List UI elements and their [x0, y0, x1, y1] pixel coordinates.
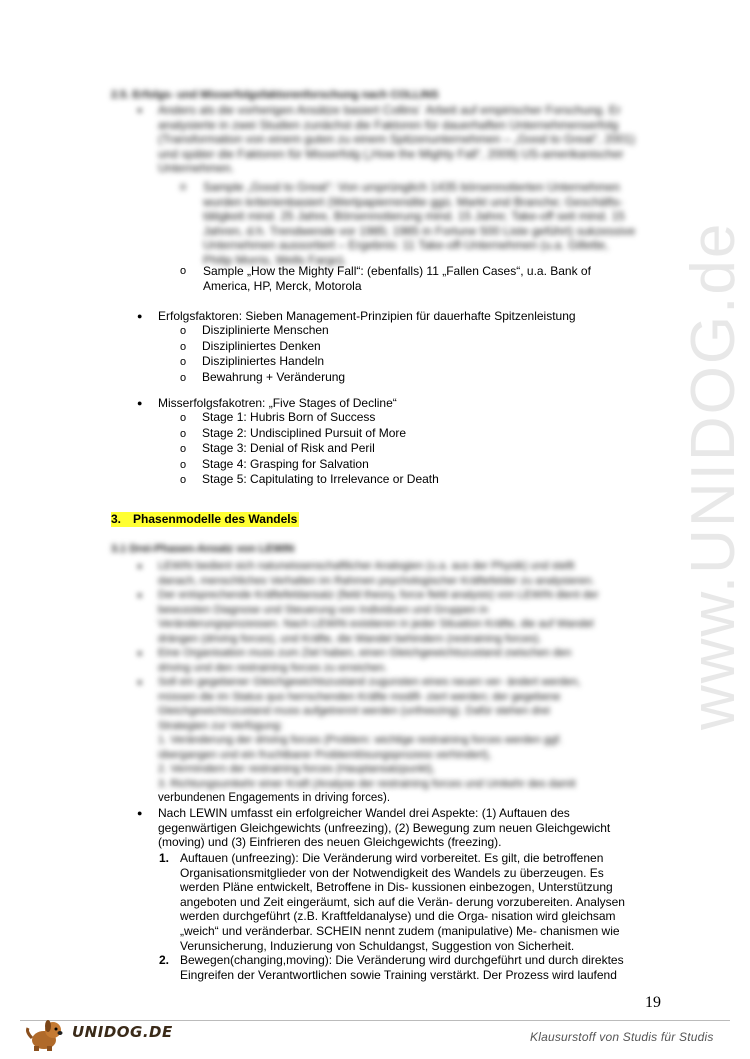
text-line: 2. Vermindern der restraining forces (Hauptansatzpunkt),: [158, 763, 435, 775]
circle-bullet-icon: o: [180, 356, 187, 369]
list-item: [180, 426, 439, 442]
text-line: Eine Organisation muss zum Ziel haben, einen Gleichgewichtszustand zwischen den: [158, 647, 572, 659]
list-item-label: Stage 4: Grasping for Salvation: [202, 456, 369, 471]
text-line: bewussten Diagnose und Steuerung von Individuen und Gruppen in: [158, 603, 489, 616]
circle-bullet-icon: o: [180, 412, 187, 424]
page-number: 19: [645, 994, 661, 1011]
section-3-heading: [111, 512, 299, 527]
circle-bullet-icon: o: [180, 427, 187, 440]
list-item-label: Disziplinierte Menschen: [202, 323, 329, 337]
list-item-label: Stage 2: Undisciplined Pursuit of More: [202, 425, 407, 440]
list-item: [180, 370, 345, 386]
lewin-bullet-1: [158, 559, 658, 588]
bullet-icon: ●: [137, 590, 143, 600]
text-line: danach, menschliches Verhalten im Rahmen psychologischer Kräftefelder zu analysieren.: [158, 574, 595, 587]
dog-icon: [22, 1018, 70, 1052]
list-item: [180, 354, 345, 370]
list-item: [180, 410, 439, 426]
text-line: Anders als die vorherigen Ansätze basiert Collins´ Arbeit auf empirischer Forschung. Er: [158, 103, 621, 117]
text-line: Sample „How the Mighty Fall“: (ebenfalls) 11 „Fallen Cases“, u.a. Bank of: [203, 264, 591, 278]
text-line: Der entsprechende Kräftefeldansatz (field theory, force field analysis) von LEWIN dient der: [158, 589, 599, 601]
section-number: 3.: [111, 512, 122, 526]
text-line: Philip Morris, Wells Fargo).: [203, 252, 347, 267]
bullet-icon: ●: [137, 311, 143, 321]
watermark: www.UNIDOG.de: [679, 221, 748, 730]
text-line: Unternehmen.: [158, 161, 235, 176]
text-line: Auftauen (unfreezing): Die Veränderung wird vorbereitet. Es gilt, die betroffenen: [180, 851, 604, 865]
list-item: [180, 339, 345, 355]
erfolgsfaktoren-title: Erfolgsfaktoren: Sieben Management-Prinzipien für dauerhafte Spitzenleistung: [158, 309, 576, 323]
subsection-heading: 3.1 Drei-Phasen-Ansatz von LEWIN: [111, 543, 295, 555]
bullet-icon: ●: [137, 808, 143, 818]
text-line: 1. Veränderung der driving forces (Problem: wichtige restraining forces werden ggf.: [158, 734, 563, 746]
text-line: Veränderungsprozessen. Nach LEWIN existieren in jeder Situation Kräfte, die auf Wandel: [158, 618, 594, 630]
section-title: Phasenmodelle des Wandels: [133, 512, 298, 526]
footer-slogan: Klausurstoff von Studis für Studis: [530, 1030, 714, 1044]
text-line: werden Pläne entwickelt, Betroffene in Dis- kussionen einbezogen, Unterstützung: [180, 880, 613, 895]
list-item-label: Stage 5: Capitulating to Irrelevance or Death: [202, 472, 439, 487]
phase-unfreezing: [180, 851, 680, 953]
text-line: (Transformation von einem guten zu einem Spitzenunternehmen – „Good to Great“, 2001): [158, 132, 636, 147]
text-line: Sample „Good to Great“: Von ursprünglich 1435 börsennotierten Unternehmen: [203, 180, 620, 194]
lewin-bullet-3: [158, 646, 658, 675]
list-item-label: Stage 1: Hubris Born of Success: [202, 410, 376, 424]
text-line: „weich“ und veränderbar. SCHEIN nennt zudem (manipulative) Me- chanismen wie: [180, 923, 620, 938]
circle-bullet-icon: o: [180, 181, 187, 193]
text-line: LEWIN bedient sich naturwissenschaftlicher Analogien (u.a. aus der Physik) und stellt: [158, 560, 575, 572]
text-line: Strategien zur Verfügung:: [158, 719, 283, 732]
lewin-bullet-4: [158, 675, 658, 791]
text-line: drängen (driving forces), und Kräfte, die Wandel behindern (restraining forces).: [158, 632, 542, 645]
text-line: Organisationsmitglieder von der Notwendigkeit des Wandels zu überzeugen. Es: [180, 865, 604, 880]
text-line: driving und den restraining forces zu erreichen.: [158, 661, 388, 674]
text-line: Verunsicherung, Induzierung von Schuldangst, Suggestion von Sicherheit.: [180, 938, 575, 953]
list-item: [180, 472, 439, 488]
text-line: (moving) und (3) Einfrieren des neuen Gleichgewichts (freezing).: [158, 835, 502, 850]
circle-bullet-icon: o: [180, 458, 187, 471]
circle-bullet-icon: o: [180, 474, 187, 487]
text-line: America, HP, Merck, Motorola: [203, 278, 362, 293]
bullet-icon: ●: [137, 648, 143, 658]
lewin-aspects: [158, 806, 678, 850]
text-line: Gleichgewichtszustand muss aufgetrennt werden (unfreezing). Dafür stehen drei: [158, 705, 550, 717]
circle-bullet-icon: o: [180, 265, 187, 277]
bullet-icon: ●: [137, 677, 143, 687]
lewin-bullet-2: [158, 588, 658, 646]
bullet-icon: ●: [137, 398, 143, 408]
paragraph-intro: [158, 103, 668, 176]
circle-bullet-icon: o: [180, 443, 187, 456]
text-line: 3. Richtungsumkehr einer Kraft (Analyse der restraining forces und Umkehr des damit: [158, 777, 576, 790]
list-item: [180, 441, 439, 457]
text-line: Bewegen(changing,moving): Die Veränderung wird durchgeführt und durch direktes: [180, 953, 624, 967]
text-line: Unternehmen aussortiert – Ergebnis: 11 Take-off-Unternehmen (u.a. Gillette,: [203, 238, 609, 253]
list-item-label: Bewahrung + Veränderung: [202, 369, 346, 384]
text-line: werden durchgeführt (z.B. Kraftfeldanalyse) und die Orga- nisation wird gleichsam: [180, 909, 616, 924]
text-line: übergangen und ein fruchtbarer Problemlösungsprozess verhindert),: [158, 748, 492, 761]
unidog-logo: [22, 1018, 173, 1052]
section-heading: 2.5. Erfolgs- und Misserfolgsfaktorenforschung nach COLLINS: [111, 89, 439, 101]
bullet-icon: ●: [137, 105, 143, 115]
erfolgsfaktoren-list: [180, 323, 345, 385]
text-line: gegenwärtigen Gleichgewichts (unfreezing), (2) Bewegung zum neuen Gleichgewicht: [158, 820, 611, 835]
circle-bullet-icon: o: [180, 340, 187, 353]
circle-bullet-icon: o: [180, 325, 187, 337]
logo-text: UNIDOG.DE: [72, 1023, 173, 1041]
text-line: wurden kriterienbasiert (Wertpapierrendite ggü. Markt und Branche; Geschäfts-: [203, 194, 623, 209]
list-item-label: Stage 3: Denial of Risk and Peril: [202, 441, 375, 456]
phase-moving: [180, 953, 680, 982]
list-item-label: Diszipliniertes Handeln: [202, 354, 325, 369]
text-line: Jahren, d.h. Trendwende vor 1985; 1985 in Fortune 500 Liste geführt) sukzessive: [203, 223, 636, 238]
text-line: Nach LEWIN umfasst ein erfolgreicher Wandel drei Aspekte: (1) Auftauen des: [158, 806, 570, 820]
text-line: müssen die im Status quo herrschenden Kräfte modifi- ziert werden; der gegebene: [158, 690, 561, 703]
list-item: [180, 457, 439, 473]
text-line: analysierte in zwei Studien zunächst die Faktoren für dauerhaften Unternehmenserfolg: [158, 117, 619, 132]
text-line: Eingreifen der Verantwortlichen sowie Training verstärkt. Der Prozess wird laufend: [180, 967, 617, 982]
paragraph-sample-1: [203, 180, 673, 268]
text-line: und später die Faktoren für Misserfolg („How the Mighty Fall“, 2009) US-amerikanischer: [158, 146, 624, 161]
text-line: angeboten und Zeit eingeräumt, sich auf die Verän- derung vorzubereiten. Analysen: [180, 894, 625, 909]
misserfolg-title: Misserfolgsfakotren: „Five Stages of Decline“: [158, 396, 397, 410]
text-line: tätigkeit mind. 25 Jahre, Börsennotierung mind. 15 Jahre; Take-off seit mind. 15: [203, 209, 625, 224]
circle-bullet-icon: o: [180, 371, 187, 384]
list-item: [180, 323, 345, 339]
list-number: 1.: [159, 851, 170, 865]
list-item-label: Diszipliniertes Denken: [202, 338, 321, 353]
text-line: Soll ein gegebener Gleichgewichtszustand zugunsten eines neuen ver- ändert werden,: [158, 676, 581, 688]
bullet-icon: ●: [137, 561, 143, 571]
misserfolg-list: [180, 410, 439, 488]
paragraph-sample-2: [203, 264, 591, 293]
list-number: 2.: [159, 953, 170, 967]
text-line: verbundenen Engagements in driving forces).: [158, 792, 391, 804]
